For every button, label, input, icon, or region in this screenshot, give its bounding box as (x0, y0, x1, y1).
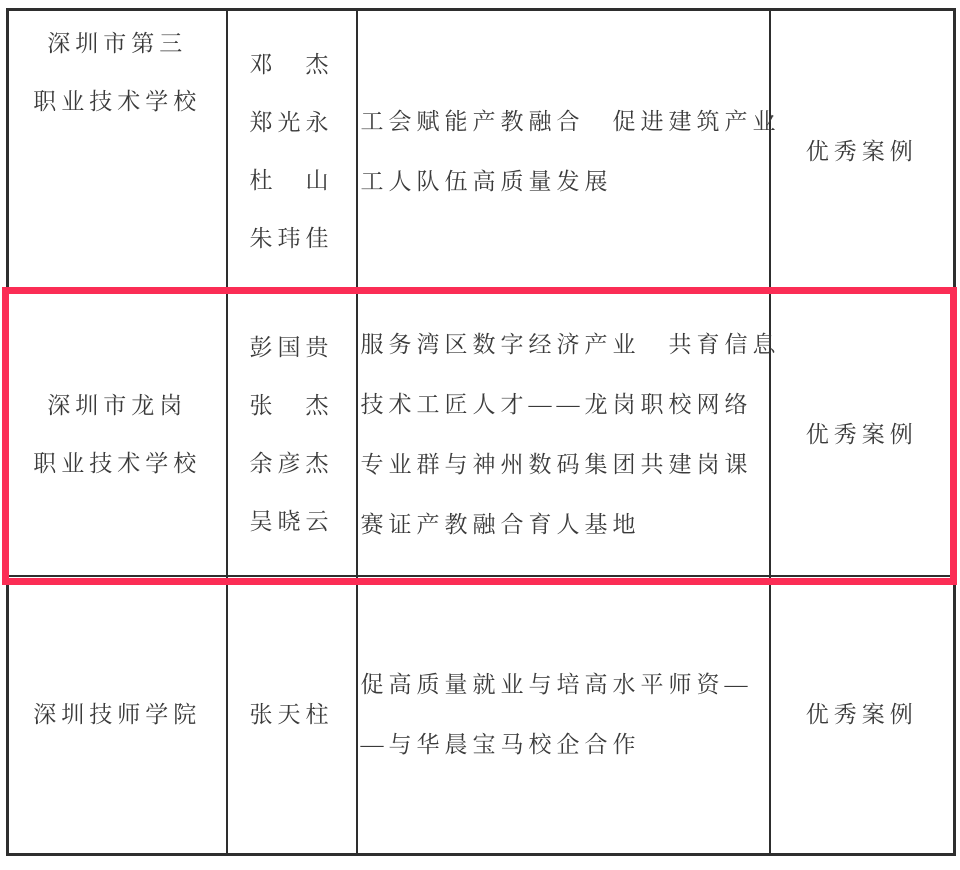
author-name: 杜 山 (249, 167, 334, 193)
table-row-highlighted (8, 293, 955, 576)
school-name-line: 职业技术学校 (33, 89, 202, 114)
case-title-line: —与华晨宝马校企合作 (360, 732, 641, 757)
case-title-line: 促高质量就业与培高水平师资— (360, 672, 753, 697)
case-title-line: 工人队伍高质量发展 (360, 168, 613, 194)
case-title-line: 专业群与神州数码集团共建岗课 (360, 451, 753, 477)
table-row (8, 10, 955, 294)
table-row (8, 576, 955, 855)
school-name-line: 深圳市龙岗 (47, 392, 188, 418)
award-cell (770, 10, 955, 294)
school-name-line: 深圳技师学院 (33, 702, 202, 727)
case-title-cell (357, 293, 781, 576)
author-name: 张天柱 (249, 702, 334, 727)
school-name-line: 职业技术学校 (33, 450, 202, 476)
authors-cell (227, 576, 357, 855)
author-name: 郑光永 (249, 109, 334, 135)
school-name-line: 深圳市第三 (47, 31, 188, 56)
award-label: 优秀案例 (805, 421, 918, 447)
author-name: 彭国贵 (249, 334, 334, 360)
award-label: 优秀案例 (805, 702, 918, 727)
award-label: 优秀案例 (805, 138, 918, 164)
authors-cell (227, 10, 357, 294)
award-table (6, 8, 956, 856)
author-name: 吴晓云 (249, 508, 334, 534)
case-title-cell (357, 576, 770, 855)
author-name: 张 杰 (249, 392, 334, 418)
case-title-line: 技术工匠人才——龙岗职校网络 (360, 391, 753, 417)
award-cell (770, 293, 955, 576)
author-name: 余彦杰 (249, 450, 334, 476)
award-cell (770, 576, 955, 855)
case-title-cell (357, 10, 781, 294)
author-name: 朱玮佳 (249, 225, 334, 251)
case-title-line: 服务湾区数字经济产业 共育信息 (360, 331, 781, 357)
school-cell (8, 10, 227, 294)
authors-cell (227, 293, 357, 576)
author-name: 邓 杰 (249, 51, 334, 77)
school-cell (8, 576, 227, 855)
school-cell (8, 293, 227, 576)
case-title-line: 工会赋能产教融合 促进建筑产业 (360, 108, 781, 134)
case-title-line: 赛证产教融合育人基地 (360, 511, 641, 537)
